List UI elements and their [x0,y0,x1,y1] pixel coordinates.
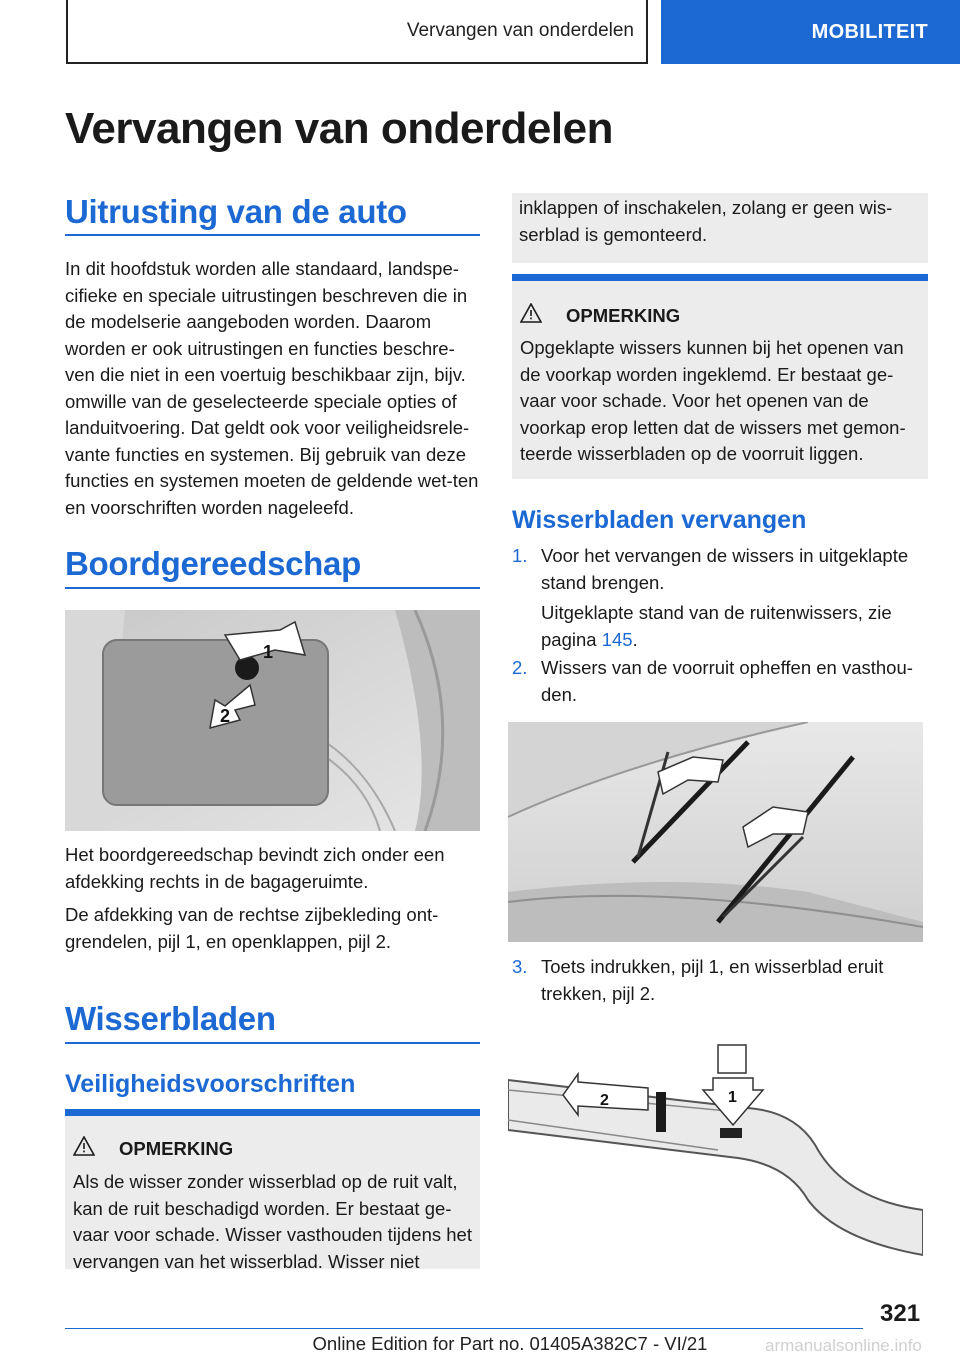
edition-footer: Online Edition for Part no. 01405A382C7 - VI/21 [312,1333,708,1354]
note-text: Als de wisser zonder wisserblad op de ruit valt, kan de ruit beschadigd worden. Er bestaat ge-vaar voor schade. Wisser vasthouden tijdens het vervangen van het wisserblad. Wisser niet [73,1171,472,1272]
step-1-text: Voor het vervangen de wissers in uitgeklapte stand brengen. [541,545,909,593]
note-bar [65,1109,480,1116]
step-number: 3. [512,956,528,977]
replace-heading: Wisserbladen vervangen [512,506,807,534]
wipers-heading: Wisserbladen [65,1000,276,1037]
note-header [73,1136,233,1161]
step-1-sub-lead: Uitgeklapte stand van de ruitenwissers, zie pagina [541,602,892,650]
step-1-subtext [541,600,931,653]
note-text: inklappen of inschakelen, zolang er geen wis-serblad is gemonteerd. [519,197,893,245]
warning-triangle-icon [73,1136,95,1161]
step-1-sub-end: . [632,628,638,650]
step-list [512,954,928,1014]
windshield-wipers-illustration [508,722,923,942]
note-title: OPMERKING [119,1137,234,1159]
step-3-text: Toets indrukken, pijl 1, en wisserblad eruit trekken, pijl 2. [541,956,884,1004]
running-header [66,0,648,64]
note-bar [512,274,928,281]
arrow-1-label: 1 [728,1089,737,1106]
step-2-text: Wissers van de voorruit opheffen en vasthou-den. [541,657,913,705]
footer-rule [65,1328,863,1329]
running-header-section: Vervangen van onderdelen [406,20,634,41]
tools-heading: Boordgereedschap [65,545,361,582]
tools-paragraph-2: De afdekking van de rechtse zijbekleding ont-grendelen, pijl 1, en openklappen, pijl 2. [65,904,439,952]
heading-rule [65,587,480,589]
warning-note-1-continued [512,193,928,263]
tools-figure [65,610,480,831]
equipment-heading: Uitrusting van de auto [65,193,407,230]
page-link-145[interactable]: 145 [601,628,633,650]
tools-paragraph-1: Het boordgereedschap bevindt zich onder een afdekking rechts in de bagageruimte. [65,844,445,892]
step-number: 1. [512,545,528,566]
note-text: Opgeklapte wissers kunnen bij het openen van de voorkap worden ingeklemd. Er bestaat ge-vaar voor schade. Voor het openen van de voorkap erop letten dat de wissers met gemon-teerde wisserbladen op de voorruit liggen. [520,337,906,464]
chapter-tab [661,0,960,64]
warning-note-2 [512,274,928,479]
note-title: OPMERKING [566,304,681,326]
warning-note-1 [65,1109,480,1272]
step-number: 2. [512,657,528,678]
arrow-2-label: 2 [220,706,231,726]
trunk-panel-illustration [65,610,480,831]
watermark: armanualsonline.info [765,1336,922,1355]
safety-heading: Veiligheidsvoorschriften [65,1070,356,1098]
windshield-figure [508,722,923,942]
chapter-tab-label: MOBILITEIT [811,20,928,43]
page-number: 321 [880,1300,921,1327]
note-header [520,303,680,328]
wiper-blade-illustration [508,1040,923,1270]
heading-rule [65,1042,480,1044]
arrow-2-label: 2 [600,1092,609,1109]
warning-triangle-icon [520,303,542,328]
heading-rule [65,234,480,236]
arrow-1-label: 1 [263,642,274,662]
equipment-paragraph: In dit hoofdstuk worden alle standaard, landspe-cifieke en speciale uitrustingen beschreven die in de modelserie aangeboden worden. Daarom worden er ook uitrustingen en functies beschre-ven die niet in een voertuig beschikbaar zijn, bijv. omwille van de geselecteerde speciale opties of landuitvoering. Dat geldt ook voor veiligheidsrele-vante functies en systemen. Bij gebruik van deze functies en systemen moeten de geldende wet-ten en voorschriften worden nageleefd. [65,258,479,518]
wiper-blade-figure [508,1040,923,1270]
page-title: Vervangen van onderdelen [65,104,613,153]
